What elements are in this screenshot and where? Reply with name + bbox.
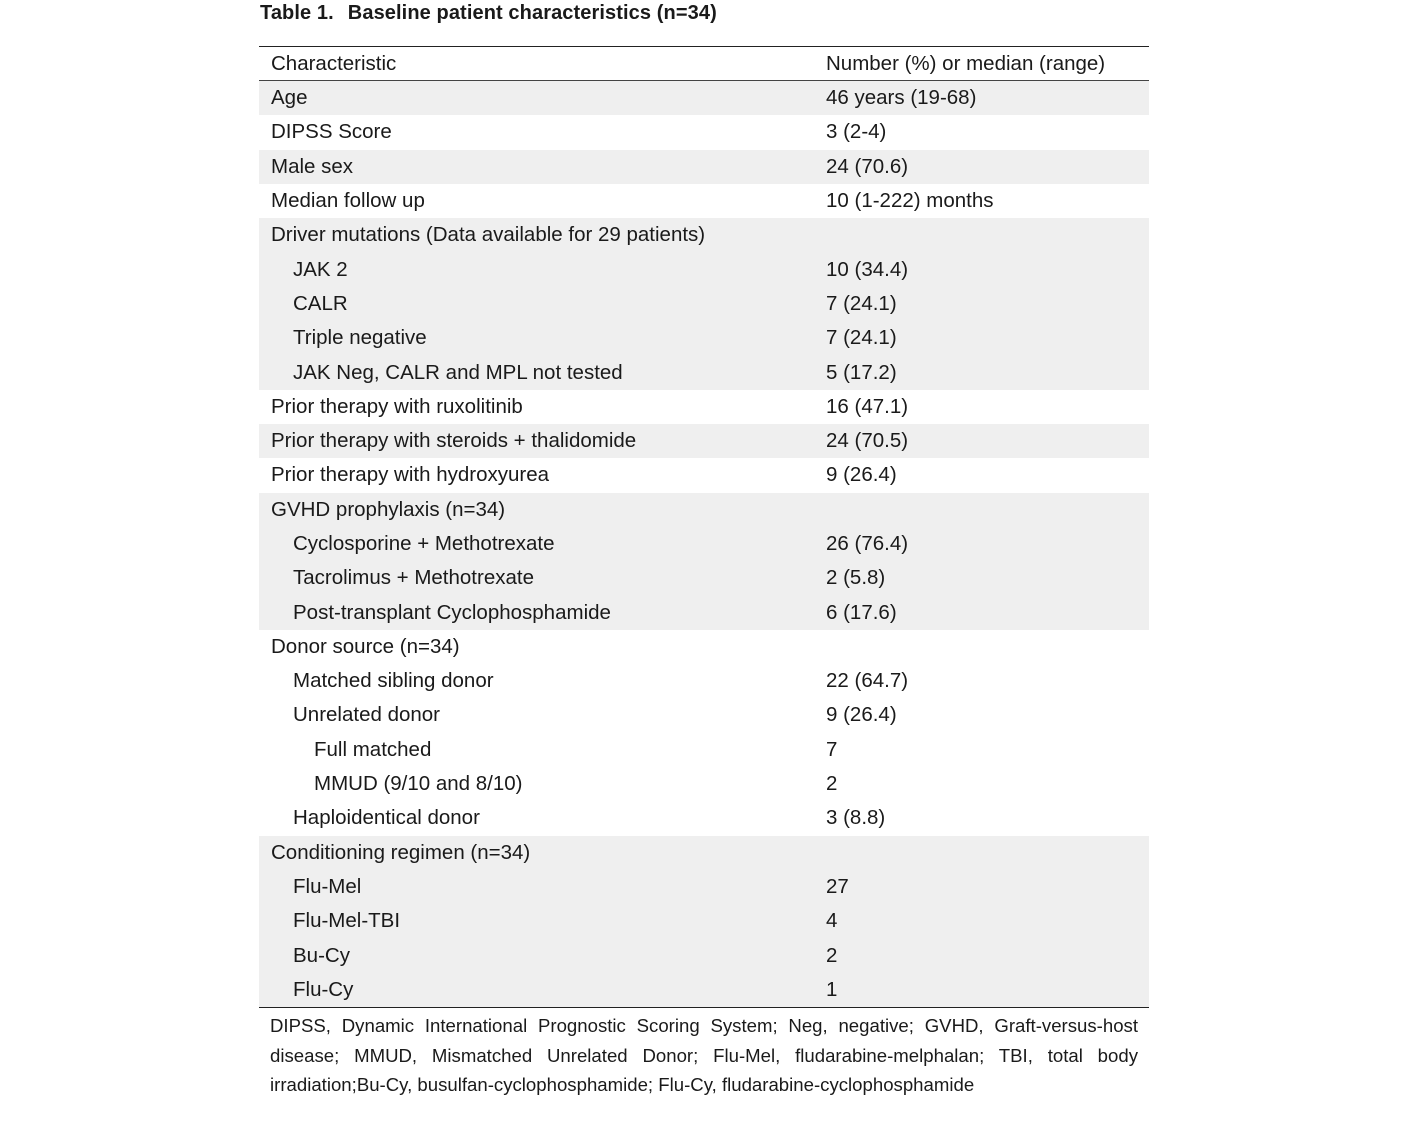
baseline-characteristics-table [259, 46, 1149, 1008]
table-row [259, 938, 1149, 972]
row-value: 7 [826, 737, 838, 761]
row-value: 10 (34.4) [826, 257, 909, 281]
table-row [259, 561, 1149, 595]
table-row [259, 321, 1149, 355]
row-label: Haploidentical donor [293, 806, 480, 830]
row-label: Flu-Mel [293, 874, 362, 898]
table-row [259, 904, 1149, 938]
table-row [259, 664, 1149, 698]
row-value: 7 (24.1) [826, 291, 897, 315]
table-row [259, 115, 1149, 149]
row-label: Male sex [271, 154, 354, 178]
row-label: Flu-Mel-TBI [293, 909, 401, 933]
table-header-row [259, 47, 1149, 80]
table-row [259, 595, 1149, 629]
row-value: 46 years (19-68) [826, 86, 977, 110]
row-label: CALR [293, 291, 348, 315]
row-value: 24 (70.6) [826, 154, 909, 178]
table-row [259, 184, 1149, 218]
table-footnote: DIPSS, Dynamic International Prognostic Scoring System; Neg, negative; GVHD, Graft-versus-host disease; MMUD, Mismatched Unrelated Donor; Flu-Mel, fludarabine-melphalan; TBI, total body irradiation;Bu-Cy, busulfan-cyclophosphamide; Flu-Cy, fludarabine-cyclophosphamide [270, 1015, 1138, 1095]
table-number: Table 1. [260, 2, 334, 24]
row-label: Prior therapy with hydroxyurea [271, 463, 550, 487]
row-label: Prior therapy with steroids + thalidomide [271, 429, 637, 453]
row-value: 22 (64.7) [826, 669, 909, 693]
table-bottom-rule [259, 1007, 1149, 1008]
header-value: Number (%) or median (range) [826, 51, 1106, 75]
row-label: Conditioning regimen (n=34) [271, 840, 531, 864]
table-row [259, 870, 1149, 904]
row-value: 27 [826, 874, 849, 898]
row-label: JAK Neg, CALR and MPL not tested [293, 360, 623, 384]
table-row [259, 767, 1149, 801]
row-value: 2 (5.8) [826, 566, 886, 590]
table-row [259, 836, 1149, 870]
table-title: Baseline patient characteristics (n=34) [347, 2, 717, 24]
row-value: 26 (76.4) [826, 532, 909, 555]
table-row [259, 458, 1149, 492]
table-row [259, 527, 1149, 561]
row-label: Median follow up [271, 189, 425, 213]
table-caption [260, 2, 717, 25]
row-value: 24 (70.5) [826, 429, 909, 453]
row-value: 7 (24.1) [826, 326, 897, 350]
table-row [259, 424, 1149, 458]
row-label: Bu-Cy [293, 943, 350, 967]
row-label: DIPSS Score [271, 120, 392, 144]
row-label: Age [271, 86, 308, 110]
table-row [259, 390, 1149, 424]
row-value: 4 [826, 909, 838, 933]
header-characteristic: Characteristic [271, 51, 397, 75]
table-body [259, 81, 1149, 1007]
table-row [259, 733, 1149, 767]
row-label: Full matched [314, 737, 432, 761]
table-row [259, 698, 1149, 732]
row-label: Donor source (n=34) [271, 634, 460, 658]
table-row [259, 218, 1149, 252]
row-label: Cyclosporine + Methotrexate [293, 532, 555, 555]
row-label: Unrelated donor [293, 703, 441, 727]
table-row [259, 150, 1149, 184]
row-label: JAK 2 [293, 257, 348, 281]
table-row [259, 973, 1149, 1007]
row-label: Driver mutations (Data available for 29 patients) [271, 223, 706, 247]
row-value: 6 (17.6) [826, 600, 897, 624]
row-label: Triple negative [293, 326, 427, 350]
row-value: 1 [826, 977, 838, 1001]
row-value: 2 [826, 943, 838, 967]
row-value: 3 (8.8) [826, 806, 886, 830]
row-value: 5 (17.2) [826, 360, 897, 384]
row-label: Post-transplant Cyclophosphamide [293, 600, 611, 624]
table-row [259, 81, 1149, 115]
row-label: GVHD prophylaxis (n=34) [271, 497, 506, 521]
row-label: MMUD (9/10 and 8/10) [314, 772, 523, 796]
row-value: 3 (2-4) [826, 120, 887, 144]
table-row [259, 801, 1149, 835]
row-label: Tacrolimus + Methotrexate [293, 566, 534, 590]
row-value: 16 (47.1) [826, 394, 909, 418]
row-label: Flu-Cy [293, 977, 354, 1001]
table-row [259, 630, 1149, 664]
row-value: 10 (1-222) months [826, 189, 994, 213]
row-label: Matched sibling donor [293, 669, 494, 693]
row-value: 9 (26.4) [826, 463, 897, 487]
table-row [259, 252, 1149, 286]
table-row [259, 355, 1149, 389]
table-row [259, 493, 1149, 527]
row-label: Prior therapy with ruxolitinib [271, 394, 523, 418]
table-row [259, 287, 1149, 321]
row-value: 2 [826, 772, 838, 796]
row-value: 9 (26.4) [826, 703, 897, 727]
